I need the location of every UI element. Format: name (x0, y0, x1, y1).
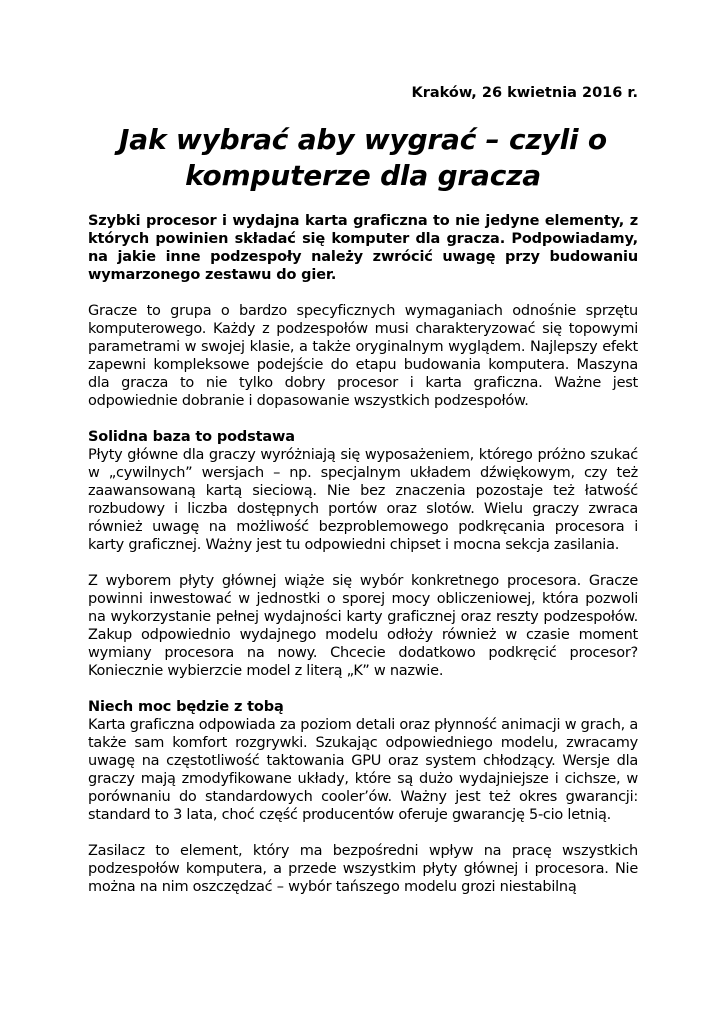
section2-paragraph-1: Karta graficzna odpowiada za poziom detali oraz płynność animacji w grach, a także sam komfort rozgrywki. Szukając odpowiedniego modelu, zwracamy uwagę na częstotliwość taktowania GPU oraz system chłodzący. Wersje dla graczy mają zmodyfikowane układy, które są dużo wydajniejsze i cichsze, w porównaniu do standardowych cooler’ów. Ważny jest też okres gwarancji: standard to 3 lata, choć część producentów oferuje gwarancję 5-cio letnią. (88, 717, 638, 823)
document-page (88, 84, 638, 896)
intro-paragraph: Gracze to grupa o bardzo specyficznych wymaganiach odnośnie sprzętu komputerowego. Każdy z podzespołów musi charakteryzować się topowymi parametrami w swojej klasie, a także oryginalnym wyglądem. Najlepszy efekt zapewni kompleksowe podejście do etapu budowania komputera. Maszyna dla gracza to nie tylko dobry procesor i karta graficzna. Ważne jest odpowiednie dobranie i dopasowanie wszystkich podzespołów. (88, 303, 638, 409)
section1-paragraph-2: Z wyborem płyty głównej wiąże się wybór konkretnego procesora. Gracze powinni inwestować w jednostki o sporej mocy obliczeniowej, która pozwoli na wykorzystanie pełnej wydajności karty graficznej oraz reszty podzespołów. Zakup odpowiednio wydajnego modelu odłoży również w czasie moment wymiany procesora na nowy. Chcecie dodatkowo podkręcić procesor? Koniecznie wybierzcie model z literą „K” w nazwie. (88, 573, 638, 679)
section-heading-power: Niech moc będzie z tobą (88, 699, 284, 715)
lead-paragraph: Szybki procesor i wydajna karta graficzna to nie jedyne elementy, z których powinien składać się komputer dla gracza. Podpowiadamy, na jakie inne podzespoły należy zwrócić uwagę przy budowaniu wymarzonego zestawu do gier. (88, 213, 638, 283)
page-title: Jak wybrać aby wygrać – czyli o komputerze dla gracza (119, 123, 607, 192)
section2-paragraph-2: Zasilacz to element, który ma bezpośredni wpływ na pracę wszystkich podzespołów komputera, a przede wszystkim płyty głównej i procesora. Nie można na nim oszczędzać – wybór tańszego modelu grozi niestabilną (88, 843, 638, 895)
document-date: Kraków, 26 kwietnia 2016 r. (411, 85, 638, 101)
section-heading-base: Solidna baza to podstawa (88, 429, 295, 445)
section1-paragraph-1: Płyty główne dla graczy wyróżniają się wyposażeniem, którego próżno szukać w „cywilnych” wersjach – np. specjalnym układem dźwiękowym, czy też zaawansowaną kartą sieciową. Nie bez znaczenia pozostaje też łatwość rozbudowy i liczba dostępnych portów oraz slotów. Wielu graczy zwraca również uwagę na możliwość bezproblemowego podkręcania procesora i karty graficznej. Ważny jest tu odpowiedni chipset i mocna sekcja zasilania. (88, 447, 638, 553)
